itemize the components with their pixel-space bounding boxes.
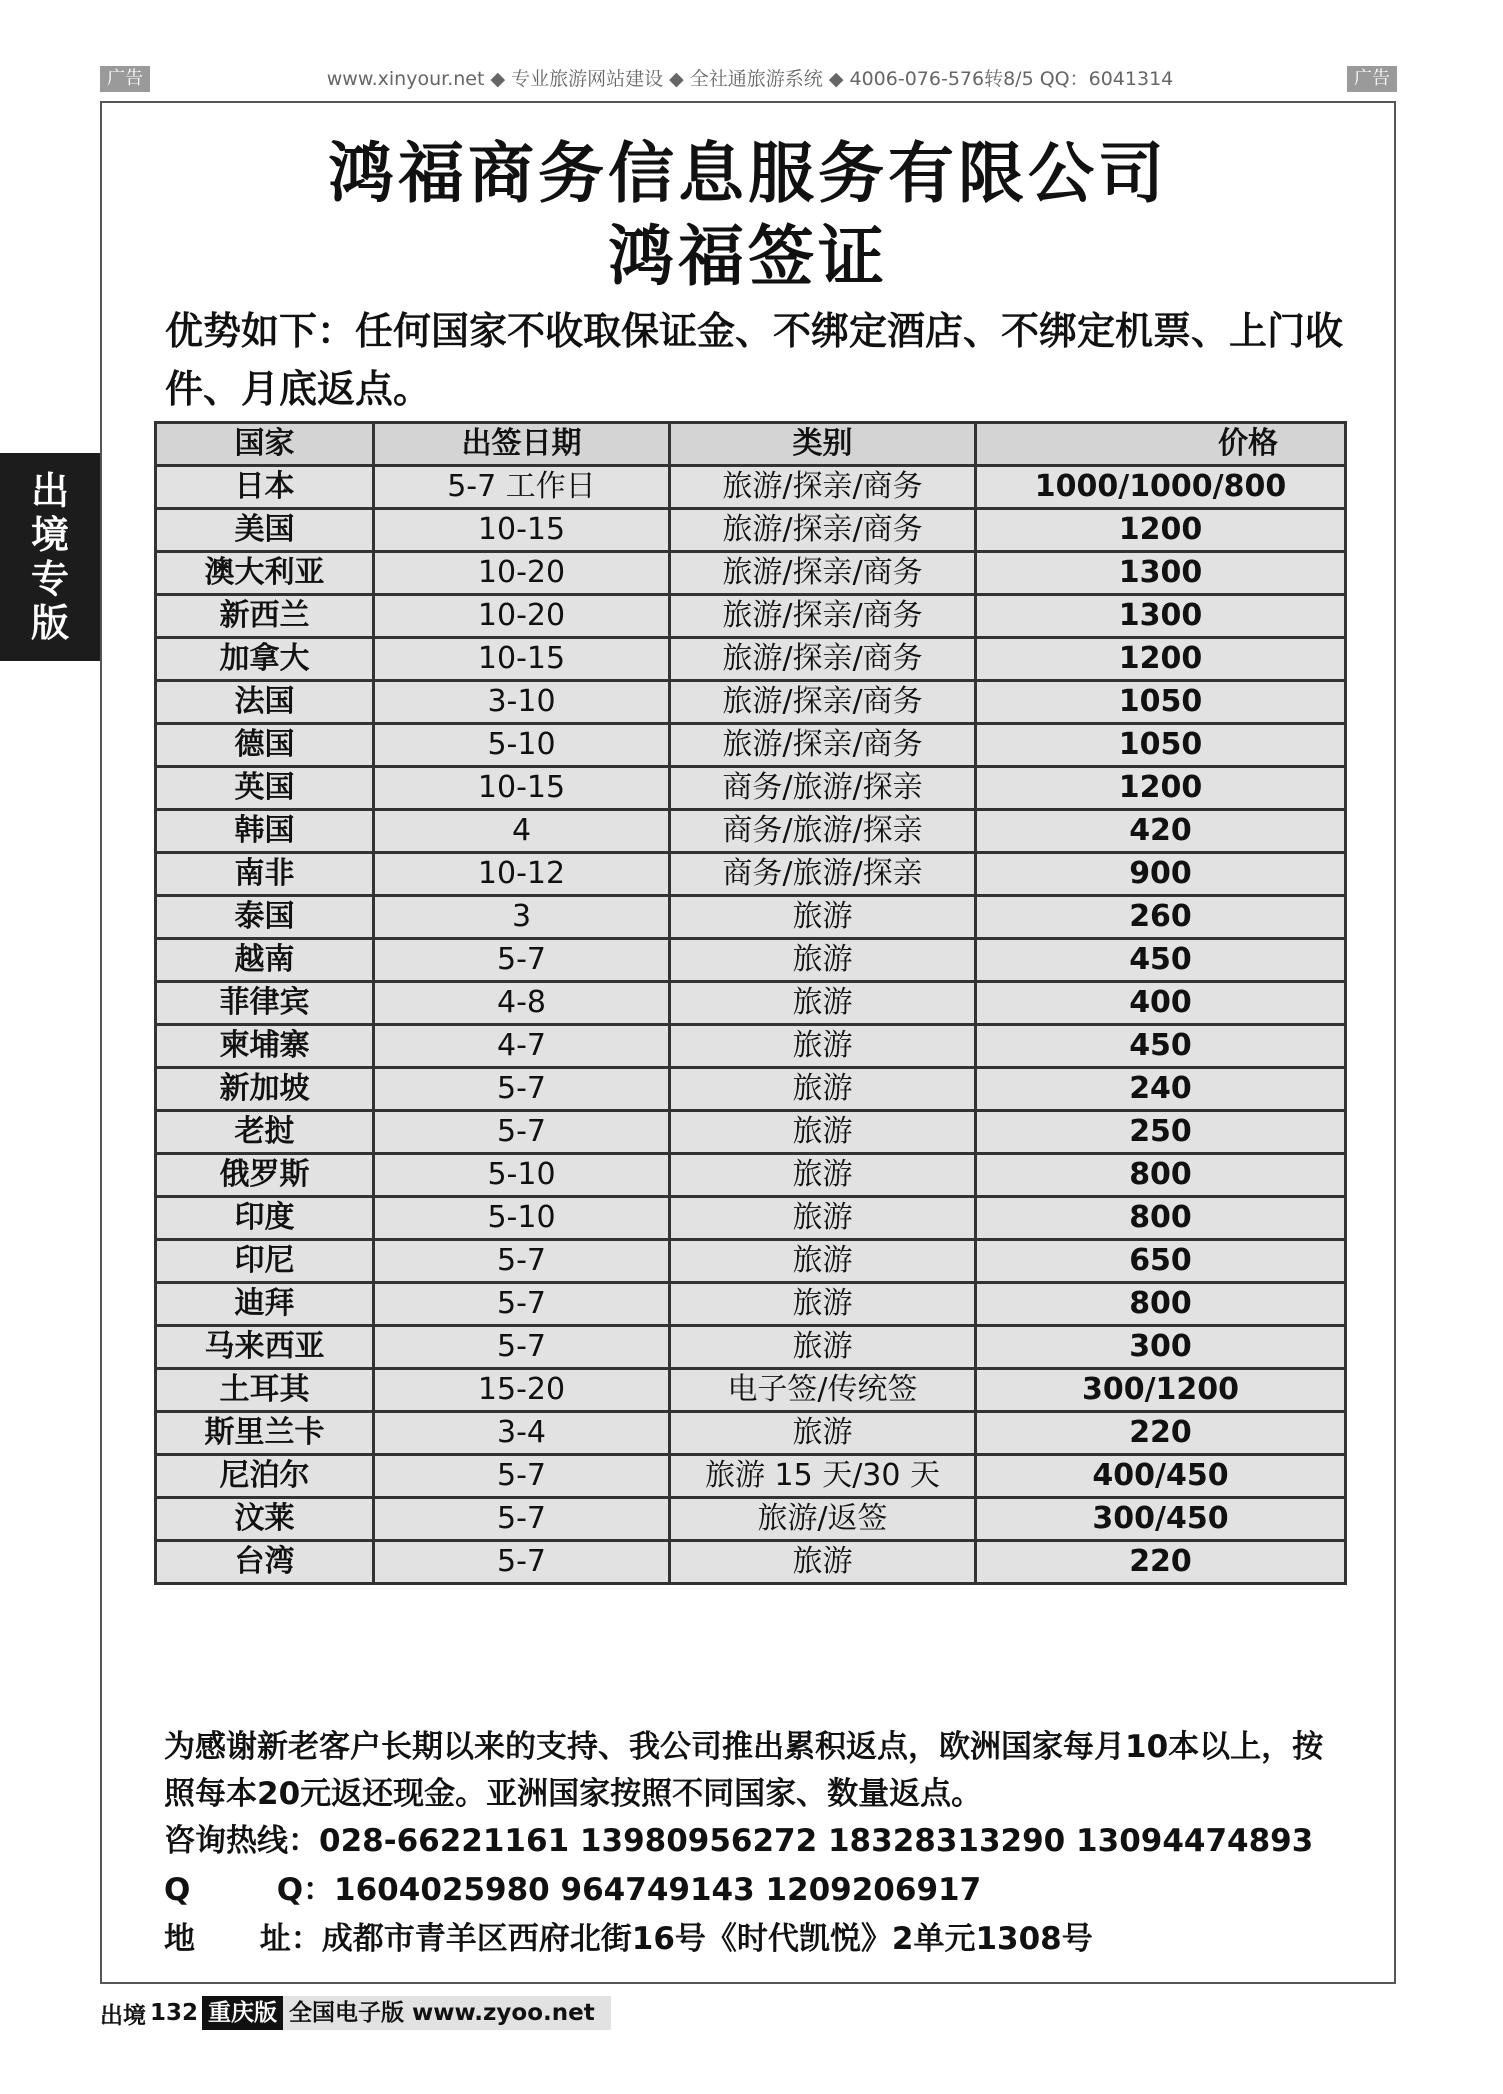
cell-country: 马来西亚 — [156, 1326, 374, 1369]
cell-price: 1050 — [976, 724, 1346, 767]
table-row — [156, 853, 1346, 896]
table-row — [156, 1326, 1346, 1369]
cell-category: 旅游/返签 — [670, 1498, 976, 1541]
cell-category: 旅游 — [670, 1326, 976, 1369]
cell-issue-time: 5-7 — [374, 939, 670, 982]
cell-price: 1000/1000/800 — [976, 466, 1346, 509]
cell-country: 新加坡 — [156, 1068, 374, 1111]
address-value: 成都市青羊区西府北街16号《时代凯悦》2单元1308号 — [321, 1921, 1093, 1957]
cell-issue-time: 10-20 — [374, 595, 670, 638]
cell-issue-time: 4 — [374, 810, 670, 853]
ad-label-left: 广告 — [100, 66, 150, 92]
cell-issue-time: 5-10 — [374, 1154, 670, 1197]
table-row — [156, 681, 1346, 724]
cell-category: 旅游/探亲/商务 — [670, 509, 976, 552]
cell-country: 英国 — [156, 767, 374, 810]
cell-price: 260 — [976, 896, 1346, 939]
table-row — [156, 724, 1346, 767]
cell-country: 越南 — [156, 939, 374, 982]
cell-price: 1050 — [976, 681, 1346, 724]
cell-price: 1200 — [976, 767, 1346, 810]
header-country: 国家 — [156, 423, 374, 466]
cell-country: 台湾 — [156, 1541, 374, 1584]
header-issue-time: 出签日期 — [374, 423, 670, 466]
cell-price: 400 — [976, 982, 1346, 1025]
cell-category: 旅游/探亲/商务 — [670, 595, 976, 638]
cell-issue-time: 5-7 — [374, 1240, 670, 1283]
table-row — [156, 810, 1346, 853]
cell-price: 1300 — [976, 552, 1346, 595]
cell-price: 650 — [976, 1240, 1346, 1283]
cell-issue-time: 10-12 — [374, 853, 670, 896]
table-row — [156, 1154, 1346, 1197]
cell-category: 旅游 — [670, 1197, 976, 1240]
cell-issue-time: 15-20 — [374, 1369, 670, 1412]
cell-issue-time: 4-8 — [374, 982, 670, 1025]
table-row — [156, 1455, 1346, 1498]
table-row — [156, 552, 1346, 595]
cell-issue-time: 5-7 — [374, 1111, 670, 1154]
address-label: 地 址： — [164, 1921, 322, 1957]
table-row — [156, 982, 1346, 1025]
visa-price-table — [154, 421, 1347, 1585]
cell-country: 美国 — [156, 509, 374, 552]
cell-price: 240 — [976, 1068, 1346, 1111]
table-body — [156, 466, 1346, 1584]
cell-country: 德国 — [156, 724, 374, 767]
cell-price: 800 — [976, 1154, 1346, 1197]
cell-country: 法国 — [156, 681, 374, 724]
table-row — [156, 1369, 1346, 1412]
contact-hotline — [164, 1818, 1364, 1864]
table-row — [156, 1068, 1346, 1111]
cell-issue-time: 5-7 — [374, 1283, 670, 1326]
cell-category: 旅游 — [670, 1068, 976, 1111]
cell-category: 旅游/探亲/商务 — [670, 552, 976, 595]
footer-page-number: 132 — [150, 2000, 199, 2026]
cell-country: 澳大利亚 — [156, 552, 374, 595]
cell-category: 旅游/探亲/商务 — [670, 638, 976, 681]
cell-issue-time: 3-10 — [374, 681, 670, 724]
cell-country: 日本 — [156, 466, 374, 509]
cell-category: 旅游 — [670, 896, 976, 939]
table-row — [156, 1025, 1346, 1068]
hotline-label: 咨询热线： — [164, 1823, 319, 1859]
contact-address — [164, 1916, 1364, 1962]
table-row — [156, 1111, 1346, 1154]
cell-price: 220 — [976, 1541, 1346, 1584]
advantages-text: 优势如下：任何国家不收取保证金、不绑定酒店、不绑定机票、上门收件、月底返点。 — [165, 309, 1344, 411]
cell-country: 老挝 — [156, 1111, 374, 1154]
cell-issue-time: 3-4 — [374, 1412, 670, 1455]
footer-edition-badge: 重庆版 — [202, 1996, 283, 2030]
table-row — [156, 1412, 1346, 1455]
cell-country: 汶莱 — [156, 1498, 374, 1541]
cell-country: 印尼 — [156, 1240, 374, 1283]
cell-price: 900 — [976, 853, 1346, 896]
cell-price: 450 — [976, 939, 1346, 982]
cell-issue-time: 4-7 — [374, 1025, 670, 1068]
cell-issue-time: 10-15 — [374, 638, 670, 681]
cell-price: 400/450 — [976, 1455, 1346, 1498]
table-row — [156, 767, 1346, 810]
table-row — [156, 1541, 1346, 1584]
cell-country: 柬埔寨 — [156, 1025, 374, 1068]
footer-site: 全国电子版 www.zyoo.net — [283, 1996, 611, 2030]
contact-qq — [164, 1867, 1364, 1913]
cell-category: 旅游/探亲/商务 — [670, 466, 976, 509]
cell-price: 250 — [976, 1111, 1346, 1154]
cell-price: 450 — [976, 1025, 1346, 1068]
qq-value: 1604025980 964749143 1209206917 — [334, 1872, 982, 1908]
section-side-tab — [0, 453, 100, 661]
cell-country: 迪拜 — [156, 1283, 374, 1326]
cell-category: 旅游 — [670, 1240, 976, 1283]
qq-label: Q Q： — [164, 1872, 335, 1908]
header-ad-line: www.xinyour.net ◆ 专业旅游网站建设 ◆ 全社通旅游系统 ◆ 4006-076-576转8/5 QQ：6041314 — [326, 68, 1174, 90]
side-tab-char: 版 — [30, 601, 69, 645]
cell-category: 旅游 — [670, 1283, 976, 1326]
cell-category: 商务/旅游/探亲 — [670, 810, 976, 853]
cell-price: 1200 — [976, 509, 1346, 552]
company-title: 鸿福商务信息服务有限公司 — [328, 135, 1168, 212]
cell-country: 斯里兰卡 — [156, 1412, 374, 1455]
table-row — [156, 939, 1346, 982]
cell-category: 旅游 — [670, 1111, 976, 1154]
cell-price: 300 — [976, 1326, 1346, 1369]
cell-country: 菲律宾 — [156, 982, 374, 1025]
table-row — [156, 466, 1346, 509]
cell-issue-time: 10-20 — [374, 552, 670, 595]
cell-category: 旅游 — [670, 1412, 976, 1455]
cell-country: 南非 — [156, 853, 374, 896]
cell-country: 加拿大 — [156, 638, 374, 681]
cell-category: 旅游/探亲/商务 — [670, 681, 976, 724]
page-footer — [100, 1996, 611, 2030]
cell-country: 韩国 — [156, 810, 374, 853]
table-row — [156, 896, 1346, 939]
cell-issue-time: 5-7 — [374, 1068, 670, 1111]
table-row — [156, 638, 1346, 681]
cell-issue-time: 5-7 — [374, 1541, 670, 1584]
table-row — [156, 595, 1346, 638]
table-row — [156, 1240, 1346, 1283]
cell-category: 旅游 — [670, 1025, 976, 1068]
table-row — [156, 1283, 1346, 1326]
cell-issue-time: 5-10 — [374, 1197, 670, 1240]
cell-category: 旅游 — [670, 939, 976, 982]
side-tab-char: 专 — [30, 557, 69, 601]
cell-issue-time: 10-15 — [374, 509, 670, 552]
brand-title: 鸿福签证 — [608, 218, 888, 295]
cell-country: 泰国 — [156, 896, 374, 939]
side-tab-char: 出 — [30, 469, 69, 513]
cell-price: 420 — [976, 810, 1346, 853]
cell-country: 俄罗斯 — [156, 1154, 374, 1197]
cell-price: 220 — [976, 1412, 1346, 1455]
ad-label-right: 广告 — [1347, 66, 1397, 92]
cell-price: 800 — [976, 1283, 1346, 1326]
promo-text: 为感谢新老客户长期以来的支持、我公司推出累积返点，欧洲国家每月10本以上，按照每本20元返还现金。亚洲国家按照不同国家、数量返点。 — [164, 1729, 1324, 1812]
cell-price: 800 — [976, 1197, 1346, 1240]
cell-category: 旅游 — [670, 1541, 976, 1584]
cell-country: 土耳其 — [156, 1369, 374, 1412]
cell-country: 新西兰 — [156, 595, 374, 638]
cell-issue-time: 3 — [374, 896, 670, 939]
cell-category: 电子签/传统签 — [670, 1369, 976, 1412]
table-header-row — [156, 423, 1346, 466]
cell-price: 300/450 — [976, 1498, 1346, 1541]
cell-country: 印度 — [156, 1197, 374, 1240]
cell-issue-time: 5-10 — [374, 724, 670, 767]
cell-price: 1200 — [976, 638, 1346, 681]
cell-price: 300/1200 — [976, 1369, 1346, 1412]
cell-issue-time: 5-7 — [374, 1326, 670, 1369]
cell-category: 旅游 — [670, 982, 976, 1025]
hotline-value: 028-66221161 13980956272 18328313290 13094474893 — [319, 1823, 1314, 1859]
cell-category: 商务/旅游/探亲 — [670, 767, 976, 810]
cell-category: 旅游 15 天/30 天 — [670, 1455, 976, 1498]
header-category: 类别 — [670, 423, 976, 466]
footer-section: 出境 — [100, 2002, 146, 2029]
cell-issue-time: 5-7 — [374, 1498, 670, 1541]
cell-issue-time: 5-7 工作日 — [374, 466, 670, 509]
cell-country: 尼泊尔 — [156, 1455, 374, 1498]
cell-issue-time: 10-15 — [374, 767, 670, 810]
table-row — [156, 1498, 1346, 1541]
side-tab-char: 境 — [30, 513, 69, 557]
header-price: 价格 — [976, 423, 1346, 466]
cell-issue-time: 5-7 — [374, 1455, 670, 1498]
cell-category: 商务/旅游/探亲 — [670, 853, 976, 896]
table-row — [156, 1197, 1346, 1240]
cell-price: 1300 — [976, 595, 1346, 638]
cell-category: 旅游/探亲/商务 — [670, 724, 976, 767]
cell-category: 旅游 — [670, 1154, 976, 1197]
table-row — [156, 509, 1346, 552]
